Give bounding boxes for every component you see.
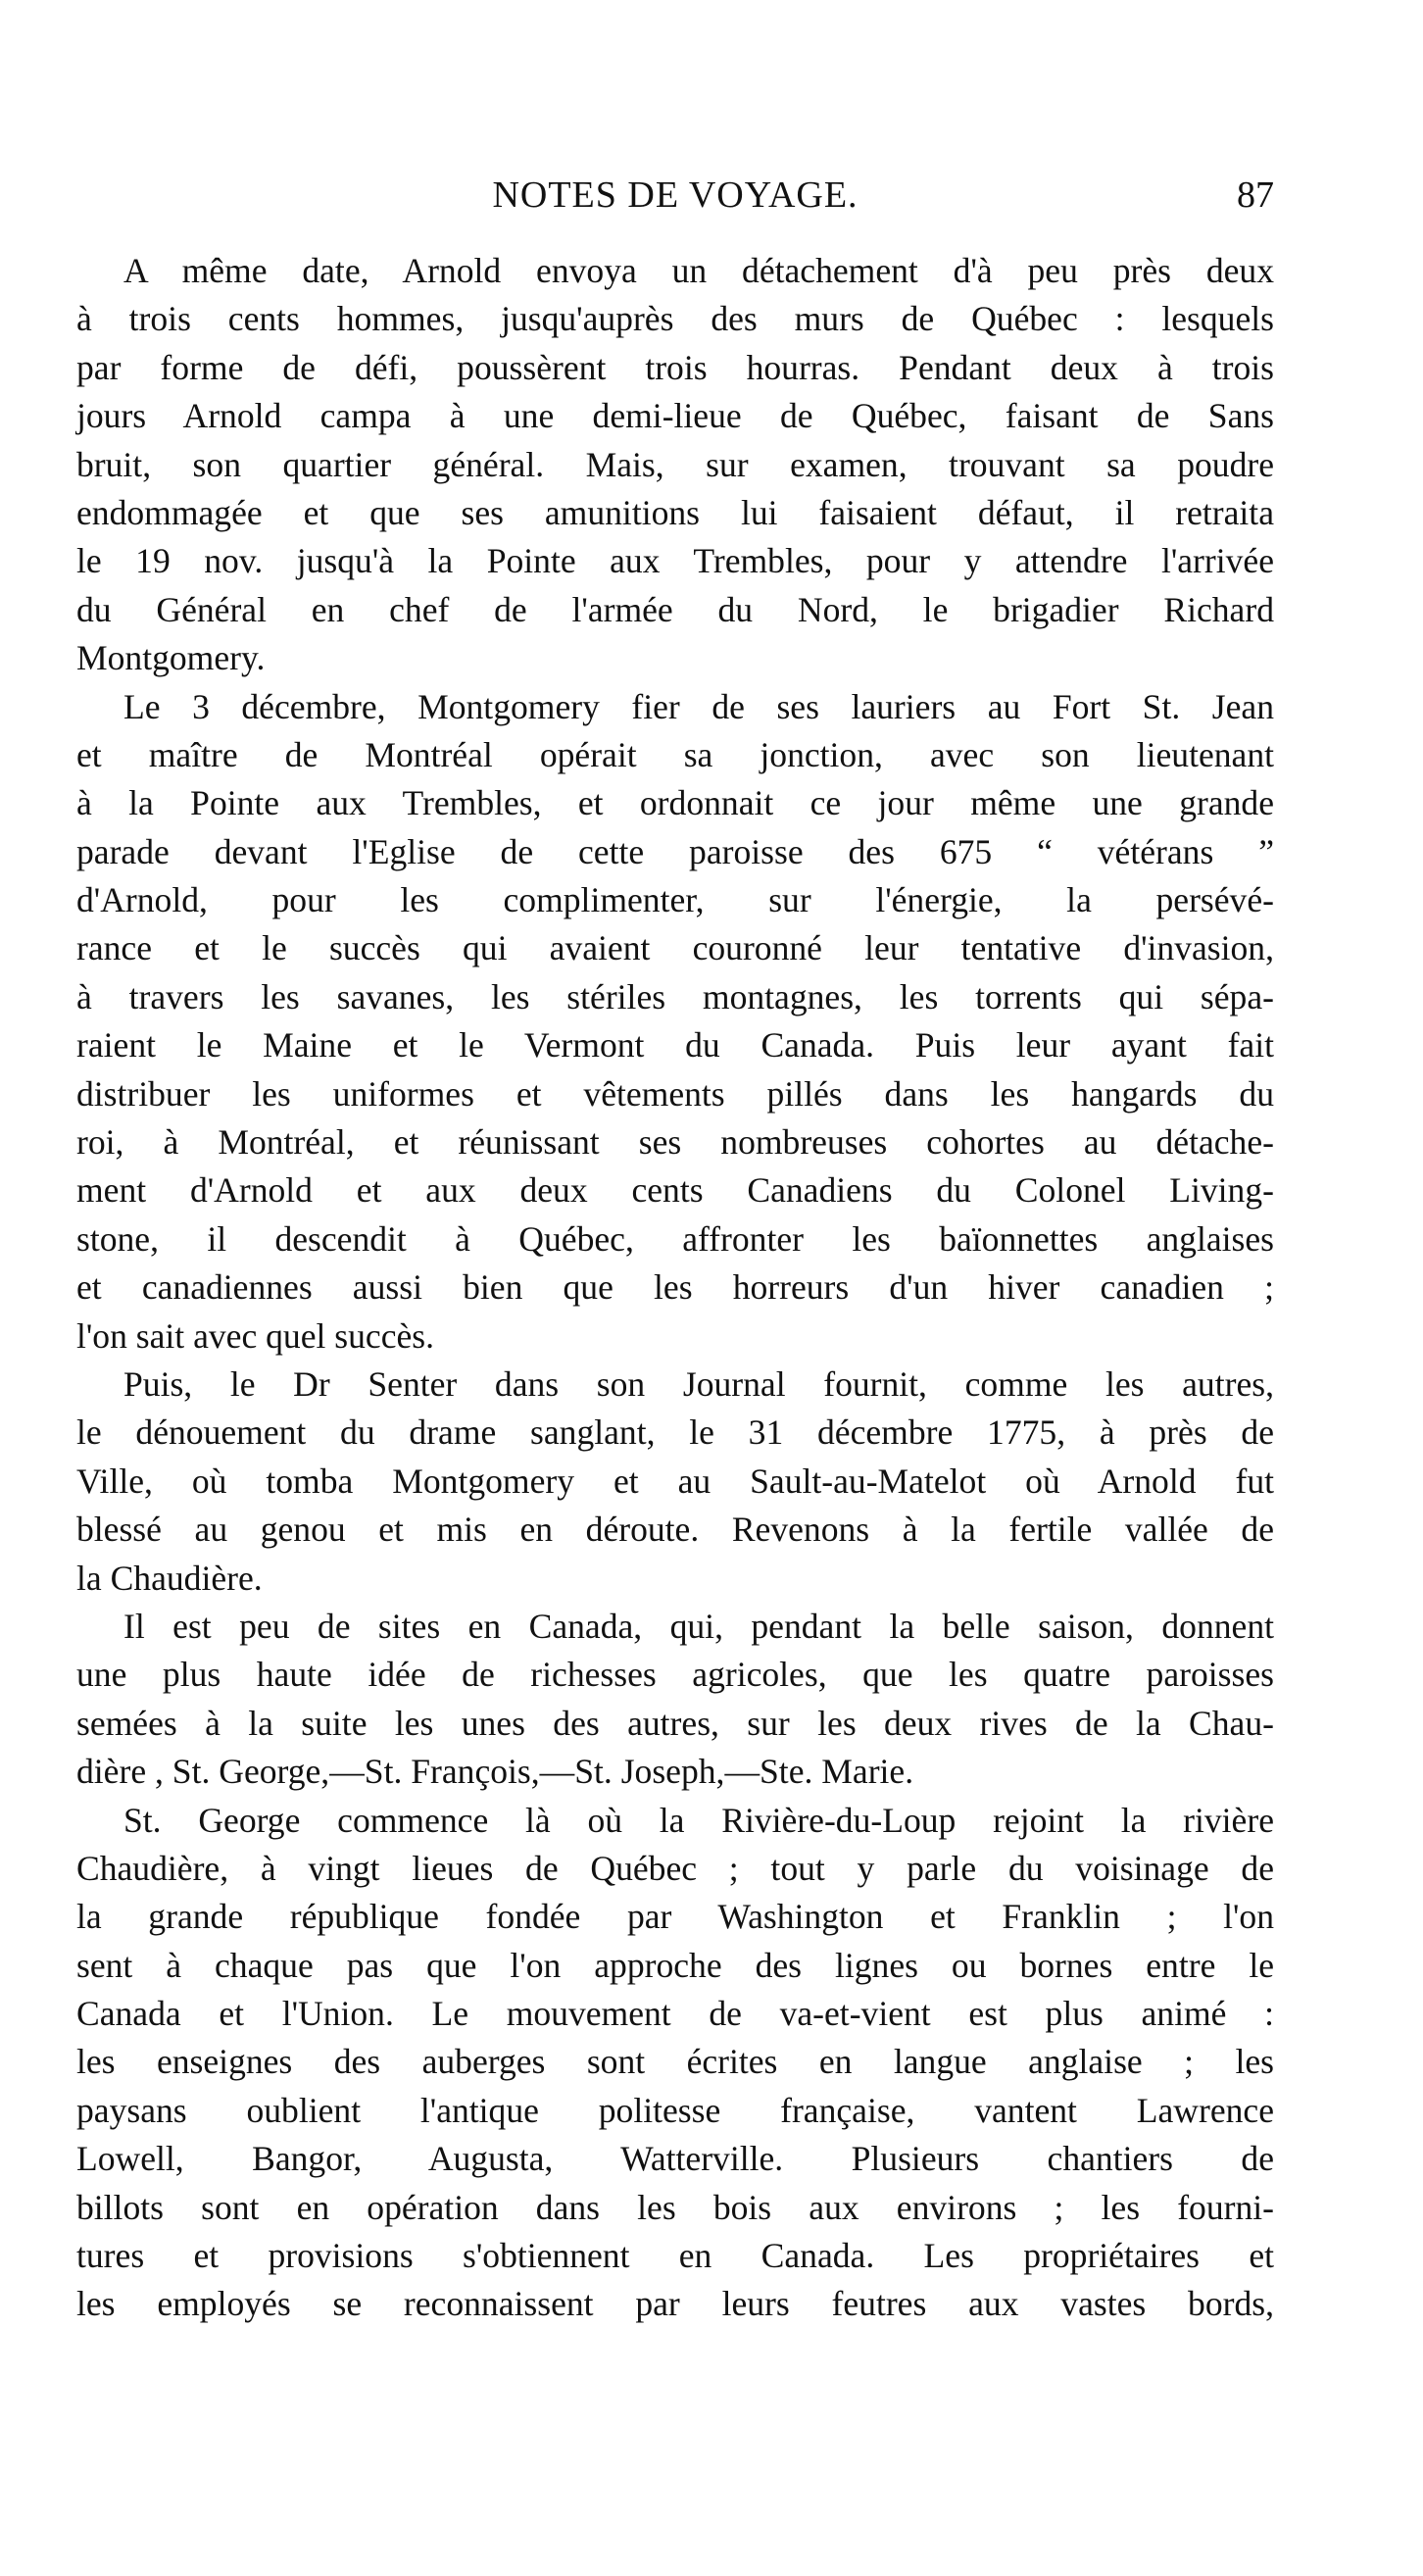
text-line: endommagée et que ses amunitions lui faisaient défaut, il retraita <box>76 492 1274 532</box>
text-line: bruit, son quartier général. Mais, sur examen, trouvant sa poudre <box>76 444 1274 484</box>
page-number: 87 <box>1237 174 1274 216</box>
paragraph-1 <box>76 247 1274 683</box>
text-line: et maître de Montréal opérait sa jonction, avec son lieutenant <box>76 734 1274 774</box>
text-line: parade devant l'Eglise de cette paroisse des 675 “ vétérans ” <box>76 831 1274 871</box>
running-head <box>76 169 1274 222</box>
text-line: Montgomery. <box>76 638 266 678</box>
text-line: du Général en chef de l'armée du Nord, le brigadier Richard <box>76 589 1274 629</box>
text-line: stone, il descendit à Québec, affronter les baïonnettes anglaises <box>76 1218 1274 1259</box>
text-line: à la Pointe aux Trembles, et ordonnait ce jour même une grande <box>76 783 1274 823</box>
text-line: Canada et l'Union. Le mouvement de va-et-vient est plus animé : <box>76 1994 1274 2034</box>
text-line: par forme de défi, poussèrent trois hourras. Pendant deux à trois <box>76 347 1274 387</box>
text-line: Puis, le Dr Senter dans son Journal fournit, comme les autres, <box>123 1363 1274 1404</box>
text-line: Lowell, Bangor, Augusta, Watterville. Plusieurs chantiers de <box>76 2139 1274 2179</box>
text-line: billots sont en opération dans les bois aux environs ; les fourni- <box>76 2187 1274 2227</box>
text-line: A même date, Arnold envoya un détachement d'à peu près deux <box>123 251 1274 290</box>
paragraph-3 <box>76 1361 1274 1603</box>
paragraph-5 <box>76 1797 1274 2329</box>
text-line: le dénouement du drame sanglant, le 31 décembre 1775, à près de <box>76 1412 1274 1453</box>
body-text <box>76 247 1274 2329</box>
text-line: St. George commence là où la Rivière-du-Loup rejoint la rivière <box>123 1800 1274 1840</box>
text-line: raient le Maine et le Vermont du Canada. Puis leur ayant fait <box>76 1025 1274 1065</box>
text-line: le 19 nov. jusqu'à la Pointe aux Trembles, pour y attendre l'arrivée <box>76 541 1274 581</box>
text-line: à trois cents hommes, jusqu'auprès des murs de Québec : lesquels <box>76 299 1274 339</box>
text-line: Le 3 décembre, Montgomery fier de ses lauriers au Fort St. Jean <box>123 686 1274 726</box>
text-line: jours Arnold campa à une demi-lieue de Québec, faisant de Sans <box>76 396 1274 436</box>
paragraph-4 <box>76 1603 1274 1797</box>
text-line: blessé au genou et mis en déroute. Revenons à la fertile vallée de <box>76 1510 1274 1550</box>
text-line: roi, à Montréal, et réunissant ses nombreuses cohortes au détache- <box>76 1122 1274 1163</box>
text-line: les enseignes des auberges sont écrites en langue anglaise ; les <box>76 2042 1274 2082</box>
text-line: distribuer les uniformes et vêtements pillés dans les hangards du <box>76 1073 1274 1114</box>
text-line: rance et le succès qui avaient couronné leur tentative d'invasion, <box>76 928 1274 968</box>
text-line: Ville, où tomba Montgomery et au Sault-au-Matelot où Arnold fut <box>76 1461 1274 1501</box>
text-line: à travers les savanes, les stériles montagnes, les torrents qui sépa- <box>76 976 1274 1016</box>
text-line: semées à la suite les unes des autres, sur les deux rives de la Chau- <box>76 1703 1274 1743</box>
text-line: une plus haute idée de richesses agricoles, que les quatre paroisses <box>76 1655 1274 1695</box>
text-line: tures et provisions s'obtiennent en Canada. Les propriétaires et <box>76 2236 1274 2276</box>
text-line: sent à chaque pas que l'on approche des lignes ou bornes entre le <box>76 1945 1274 1985</box>
text-line: d'Arnold, pour les complimenter, sur l'énergie, la persévé- <box>76 880 1274 920</box>
text-line: Chaudière, à vingt lieues de Québec ; tout y parle du voisinage de <box>76 1848 1274 1888</box>
text-line: paysans oublient l'antique politesse française, vantent Lawrence <box>76 2090 1274 2130</box>
paragraph-2 <box>76 683 1274 1361</box>
text-line: Il est peu de sites en Canada, qui, pendant la belle saison, donnent <box>123 1606 1274 1646</box>
text-line: la grande république fondée par Washington et Franklin ; l'on <box>76 1897 1274 1937</box>
text-line: la Chaudière. <box>76 1558 263 1598</box>
text-line: dière , St. George,—St. François,—St. Joseph,—Ste. Marie. <box>76 1752 914 1792</box>
text-line: et canadiennes aussi bien que les horreurs d'un hiver canadien ; <box>76 1267 1274 1308</box>
text-line: ment d'Arnold et aux deux cents Canadiens du Colonel Living- <box>76 1170 1274 1211</box>
text-line: l'on sait avec quel succès. <box>76 1315 435 1356</box>
text-line: les employés se reconnaissent par leurs feutres aux vastes bords, <box>76 2284 1274 2324</box>
running-title: NOTES DE VOYAGE. <box>492 174 859 216</box>
